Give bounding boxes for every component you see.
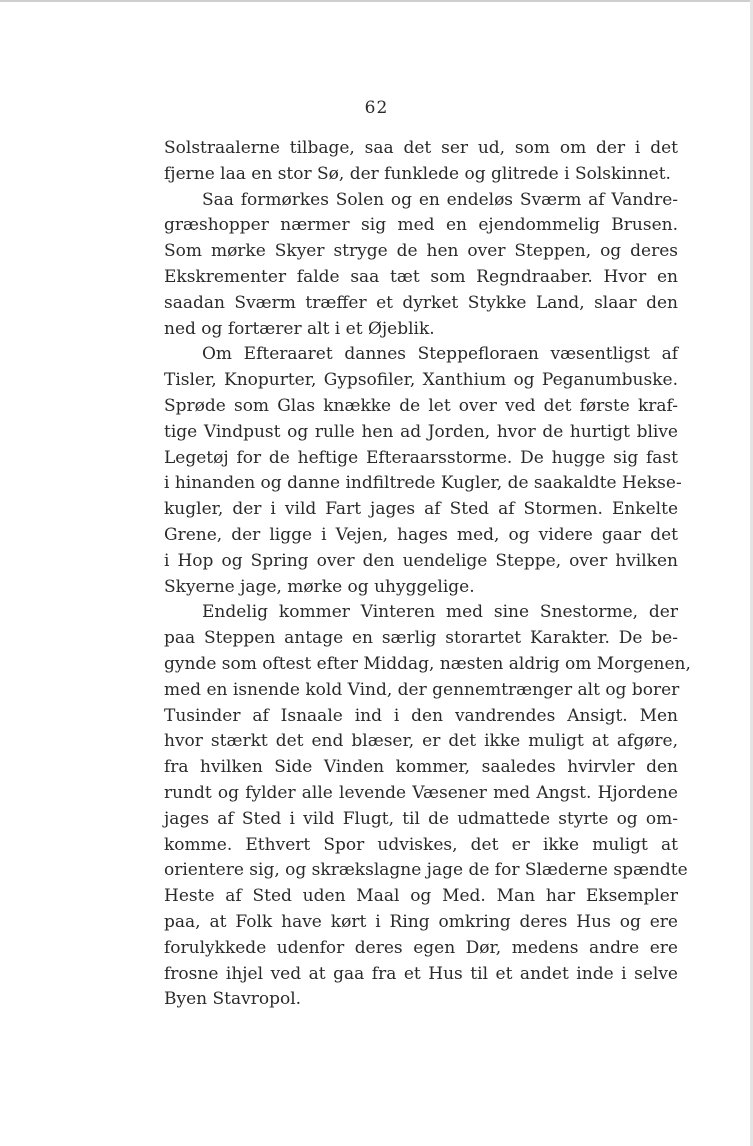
text-line: græshopper nærmer sig med en ejendommelig Brusen. [164, 215, 678, 236]
text-line: Grene, der ligge i Vejen, hages med, og videre gaar det [164, 524, 678, 545]
page-top-edge [0, 0, 753, 2]
text-line: med en isnende kold Vind, der gennemtrænger alt og borer [164, 679, 680, 700]
paragraph [164, 342, 682, 600]
text-line: paa Steppen antage en særlig storartet Karakter. De be- [164, 628, 678, 649]
text-line: tige Vindpust og rulle hen ad Jorden, hvor de hurtigt blive [164, 421, 678, 442]
text-line: Legetøj for de heftige Efteraarsstorme. De hugge sig fast [164, 447, 678, 468]
text-line: saadan Sværm træffer et dyrket Stykke Land, slaar den [164, 292, 678, 313]
text-line: Som mørke Skyer stryge de hen over Steppen, og deres [164, 241, 678, 262]
paragraph [164, 600, 691, 1013]
paragraph [164, 188, 678, 343]
text-line: Byen Stavropol. [164, 989, 302, 1010]
text-line: Solstraalerne tilbage, saa det ser ud, som om der i det [164, 138, 678, 158]
text-line: Om Efteraaret dannes Steppefloraen væsentligst af [202, 344, 678, 365]
page-number: 62 [364, 98, 389, 118]
text-line: Ekskrementer falde saa tæt som Regndraaber. Hvor en [164, 266, 678, 287]
text-line: i hinanden og danne indfiltrede Kugler, de saakaldte Hekse- [164, 473, 682, 494]
text-line: orientere sig, og skrækslagne jage de for Slæderne spændte [164, 860, 688, 881]
text-line: Endelig kommer Vinteren med sine Snestorme, der [202, 602, 678, 623]
text-line: paa, at Folk have kørt i Ring omkring deres Hus og ere [164, 911, 678, 932]
text-line: Tusinder af Isnaale ind i den vandrendes Ansigt. Men [164, 705, 678, 726]
text-line: forulykkede udenfor deres egen Dør, medens andre ere [164, 937, 678, 958]
paragraph [164, 136, 678, 188]
text-line: Tisler, Knopurter, Gypsofiler, Xanthium og Peganumbuske. [164, 370, 678, 391]
text-line: i Hop og Spring over den uendelige Steppe, over hvilken [164, 550, 678, 571]
text-line: rundt og fylder alle levende Væsener med Angst. Hjordene [164, 782, 678, 803]
text-line: gynde som oftest efter Middag, næsten aldrig om Morgenen, [164, 653, 691, 674]
text-line: hvor stærkt det end blæser, er det ikke muligt at afgøre, [164, 731, 678, 752]
text-line: fra hvilken Side Vinden kommer, saaledes hvirvler den [164, 757, 678, 778]
text-line: jages af Sted i vild Flugt, til de udmattede styrte og om- [164, 808, 678, 829]
body-text [164, 136, 691, 1013]
text-line: Saa formørkes Solen og en endeløs Sværm af Vandre- [202, 189, 678, 210]
text-line: Sprøde som Glas knække de let over ved det første kraf- [164, 395, 678, 416]
text-line: ned og fortærer alt i et Øjeblik. [164, 318, 435, 339]
text-line: Heste af Sted uden Maal og Med. Man har Eksempler [164, 886, 678, 907]
text-line: frosne ihjel ved at gaa fra et Hus til et andet inde i selve [164, 963, 678, 984]
text-line: Skyerne jage, mørke og uhyggelige. [164, 576, 475, 597]
text-line: komme. Ethvert Spor udviskes, det er ikke muligt at [164, 834, 678, 855]
text-line: fjerne laa en stor Sø, der funklede og glitrede i Solskinnet. [164, 163, 671, 184]
text-line: kugler, der i vild Fart jages af Sted af Stormen. Enkelte [164, 499, 678, 520]
